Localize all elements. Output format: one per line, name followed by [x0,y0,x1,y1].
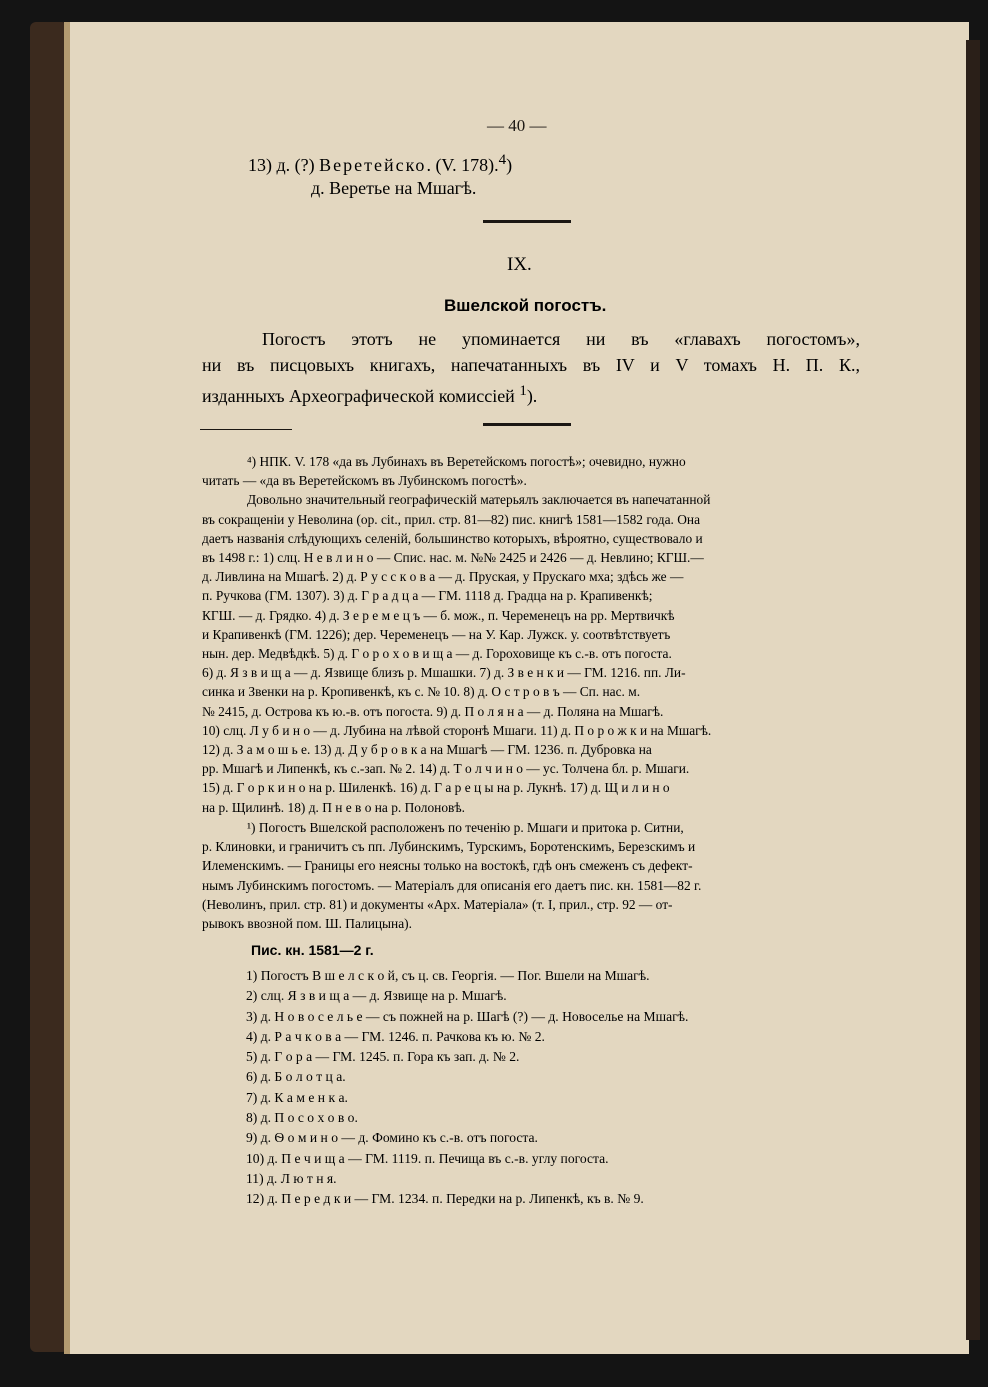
list-item: 8) д. П о с о х о в о. [246,1110,358,1126]
list-item: 12) д. П е р е д к и — ГМ. 1234. п. Передки на р. Липенкѣ, къ в. № 9. [246,1191,644,1207]
list-item: 7) д. К а м е н к а. [246,1089,348,1105]
settlement-list [246,966,688,1210]
page-number: — 40 — [487,116,547,135]
entry-13-line1: 13) д. (?) Веретейско. (V. 178).$^4$) [248,152,513,175]
chapter-number: IX. [507,254,532,275]
footnote-separator [200,429,292,430]
section-rule-bottom [483,423,571,426]
list-item: 10) д. П е ч и щ а — ГМ. 1119. п. Печища въ с.-в. углу погоста. [246,1150,609,1166]
entry-13-line2: д. Веретье на Мшагѣ. [311,178,477,198]
list-item: 4) д. Р а ч к о в а — ГМ. 1246. п. Рачкова къ ю. № 2. [246,1028,545,1044]
list-item: 9) д. Ѳ о м и н о — д. Фомино къ с.-в. отъ погоста. [246,1130,538,1146]
list-item: 1) Погостъ В ш е л с к о й, съ ц. св. Георгія. — Пог. Вшели на Мшагѣ. [246,968,650,983]
book-binding [30,22,68,1352]
page [64,22,969,1354]
list-item: 2) слц. Я з в и щ а — д. Язвище на р. Мшагѣ. [246,988,507,1004]
list-item: 11) д. Л ю т н я. [246,1170,337,1186]
list-item: 5) д. Г о р а — ГМ. 1245. п. Гора къ зап. д. № 2. [246,1049,520,1065]
list-heading: Пис. кн. 1581—2 г. [251,942,374,958]
page-edge [966,40,980,1340]
section-title: Вшелской погостъ. [444,296,607,315]
footnote-1: ¹) Погостъ Вшелской расположенъ по теченію р. Мшаги и притока р. Ситни, р. Клиновки, и граничитъ съ пп. Лубинскимъ, Турскимъ, Боротенскимъ, Березскимъ и Илеменскимъ. — Границы его неясны только на востокѣ, гдѣ онъ смеженъ съ дефект- нымъ Лубинскимъ погостомъ. — Матеріалъ для описанія его даетъ пис. кн. 1581—82 г. (Неволинъ, прил. стр. 81) и документы «Арх. Матеріала» (т. I, прил., стр. 92 — от- рывокъ ввозной пом. Ш. Палицына). [202,820,702,932]
section-rule-top [483,220,571,223]
list-item: 6) д. Б о л о т ц а. [246,1069,346,1085]
footnote-4: ⁴) НПК. V. 178 «да въ Лубинахъ въ Веретейскомъ погостѣ»; очевидно, нужно читать — «да въ Веретейскомъ въ Лубинскомъ погостѣ». Довольно значительный географическій матерьялъ заключается въ напечатанной въ сокращеніи у Неволина (ор. cit., прил. стр. 81—82) пис. книгѣ 1581—1582 года. Она даетъ названія слѣдующихъ селеній, большинство которыхъ, вѣроятно, существовало и въ 1498 г.: 1) слц. Н е в л и н о — Спис. нас. м. №№ 2425 и 2426 — д. Невлино; КГШ.— д. Ливлина на Мшагѣ. 2) д. Р у с с к о в а — д. Пруская, у Прускаго мха; здѣсь же — п. Ручкова (ГМ. 1307). 3) д. Г р а д ц а — ГМ. 1118 д. Градца на р. Крапивенкѣ; КГШ. — д. Грядко. 4) д. З е р е м е ц ъ — б. мож., п. Черемeнецъ на рр. Мертвичкѣ и Крапивенкѣ (ГМ. 1226); дер. Черемeнецъ — на У. Кар. Лужск. у. соотвѣтствуетъ нын. дер. Медвѣдкѣ. 5) д. Г о р о х о в и щ а — д. Гороховище къ с.-в. отъ погоста. 6) д. Я з в и щ а — д. Язвище близъ р. Мшашки. 7) д. З в е н к и — ГМ. 1216. пп. Ли- синка и Звенки на р. Кропивенкѣ, къ с. № 10. 8) д. О с т р о в ъ — Сп. нас. м. № 2415, д. Острова къ ю.-в. отъ погоста. 9) д. П о л я н а — д. Поляна на Мшагѣ. 10) слц. Л у б и н о — д. Лубина на лѣвой сторонѣ Мшаги. 11) д. П о р о ж к и на Мшагѣ. 12) д. З а м о ш ь е. 13) д. Д у б р о в к а на Мшагѣ — ГМ. 1236. п. Дубровка на рр. Мшагѣ и Липенкѣ, къ с.-зап. № 2. 14) д. Т о л ч и н о — ус. Толчена бл. р. Мшаги. 15) д. Г о р к и н о на р. Шиленкѣ. 16) д. Г а р е ц ы на р. Лукнѣ. 17) д. Щ и л и н о на р. Щилинѣ. 18) д. П н е в о на р. Полоновѣ. [202,454,712,815]
main-paragraph: Погостъ этотъ не упоминается ни въ «главахъ погостомъ», ни въ писцовыхъ книгахъ, напечатанныхъ въ IV и V томахъ Н. П. К., изданныхъ Археографической комиссіей $^1$). [202,329,860,406]
list-item: 3) д. Н о в о с е л ь е — съ пожней на р. Шагѣ (?) — д. Новоселье на Мшагѣ. [246,1008,689,1024]
